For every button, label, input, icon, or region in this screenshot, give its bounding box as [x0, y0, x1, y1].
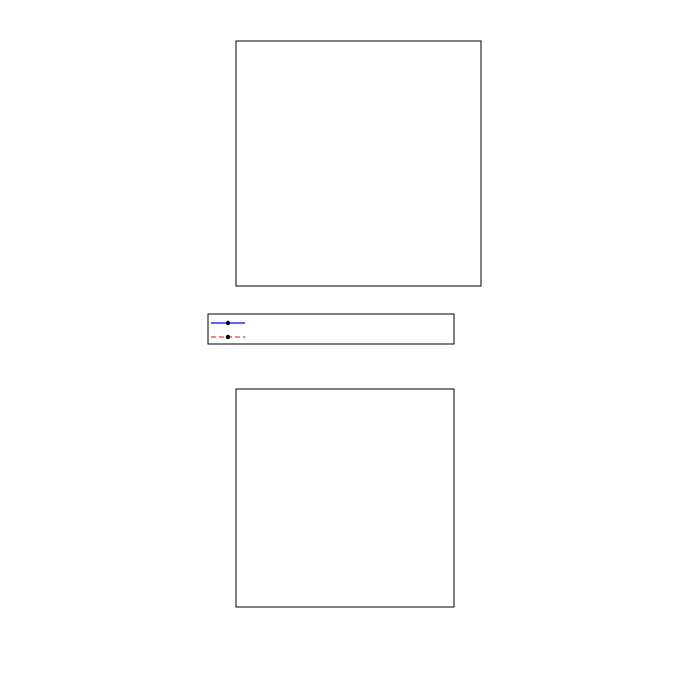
legend-marker-model [226, 335, 230, 339]
legend-marker-obs [226, 321, 230, 325]
legend-box [208, 314, 454, 344]
annual-cycle-chart [236, 41, 481, 286]
plot-area [236, 41, 481, 286]
difference-chart [236, 389, 454, 607]
legend [208, 314, 454, 344]
diff-plot-area [236, 389, 454, 607]
